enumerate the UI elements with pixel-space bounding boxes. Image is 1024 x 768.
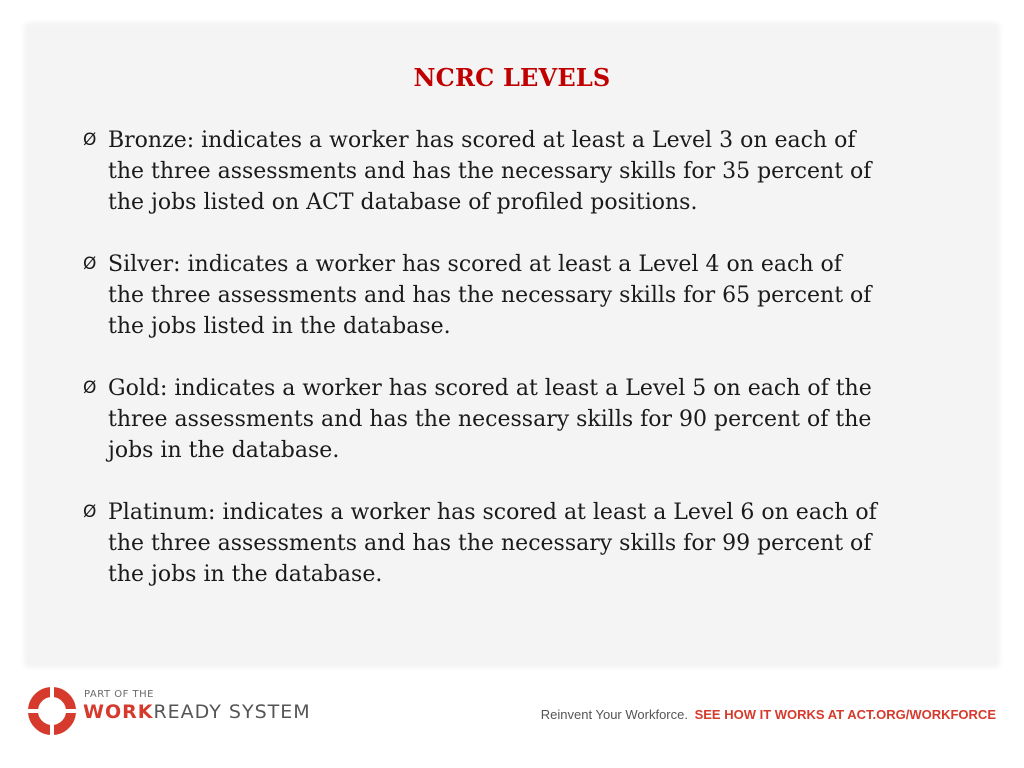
- bullet-text: Platinum: indicates a worker has scored at least a Level 6 on each of the three assessments and has the necessary skills for 99 percent of the jobs in the database.: [108, 500, 877, 587]
- bullet-text: Silver: indicates a worker has scored at least a Level 4 on each of the three assessments and has the necessary skills for 65 percent of the jobs listed in the database.: [108, 252, 872, 339]
- cta-link[interactable]: SEE HOW IT WORKS AT ACT.ORG/WORKFORCE: [694, 707, 996, 722]
- slide-title: NCRC LEVELS: [413, 63, 611, 92]
- bullet-list: [83, 125, 883, 621]
- bullet-bronze: [83, 125, 883, 218]
- logo-prefix: PART OF THE: [84, 689, 154, 700]
- slide-panel: [27, 25, 997, 665]
- bullet-text: Bronze: indicates a worker has scored at least a Level 3 on each of the three assessments and has the necessary skills for 35 percent of the jobs listed on ACT database of profiled positions.: [108, 128, 872, 215]
- logo-wordmark: [83, 701, 311, 723]
- arrow-bullet-icon: Ø: [83, 378, 97, 398]
- bullet-platinum: [83, 497, 883, 590]
- bullet-silver: [83, 249, 883, 342]
- tagline-text: Reinvent Your Workforce.: [540, 707, 688, 722]
- arrow-bullet-icon: Ø: [83, 130, 97, 150]
- bullet-gold: [83, 373, 883, 466]
- arrow-bullet-icon: Ø: [83, 502, 97, 522]
- life-ring-icon: [27, 686, 77, 736]
- bullet-text: Gold: indicates a worker has scored at least a Level 5 on each of the three assessments and has the necessary skills for 90 percent of the jobs in the database.: [108, 376, 872, 463]
- logo-ready-system-text: READY SYSTEM: [153, 701, 311, 723]
- arrow-bullet-icon: Ø: [83, 254, 97, 274]
- logo-work-text: WORK: [83, 701, 154, 723]
- footer-tagline: [541, 707, 996, 722]
- workready-logo: [27, 684, 311, 739]
